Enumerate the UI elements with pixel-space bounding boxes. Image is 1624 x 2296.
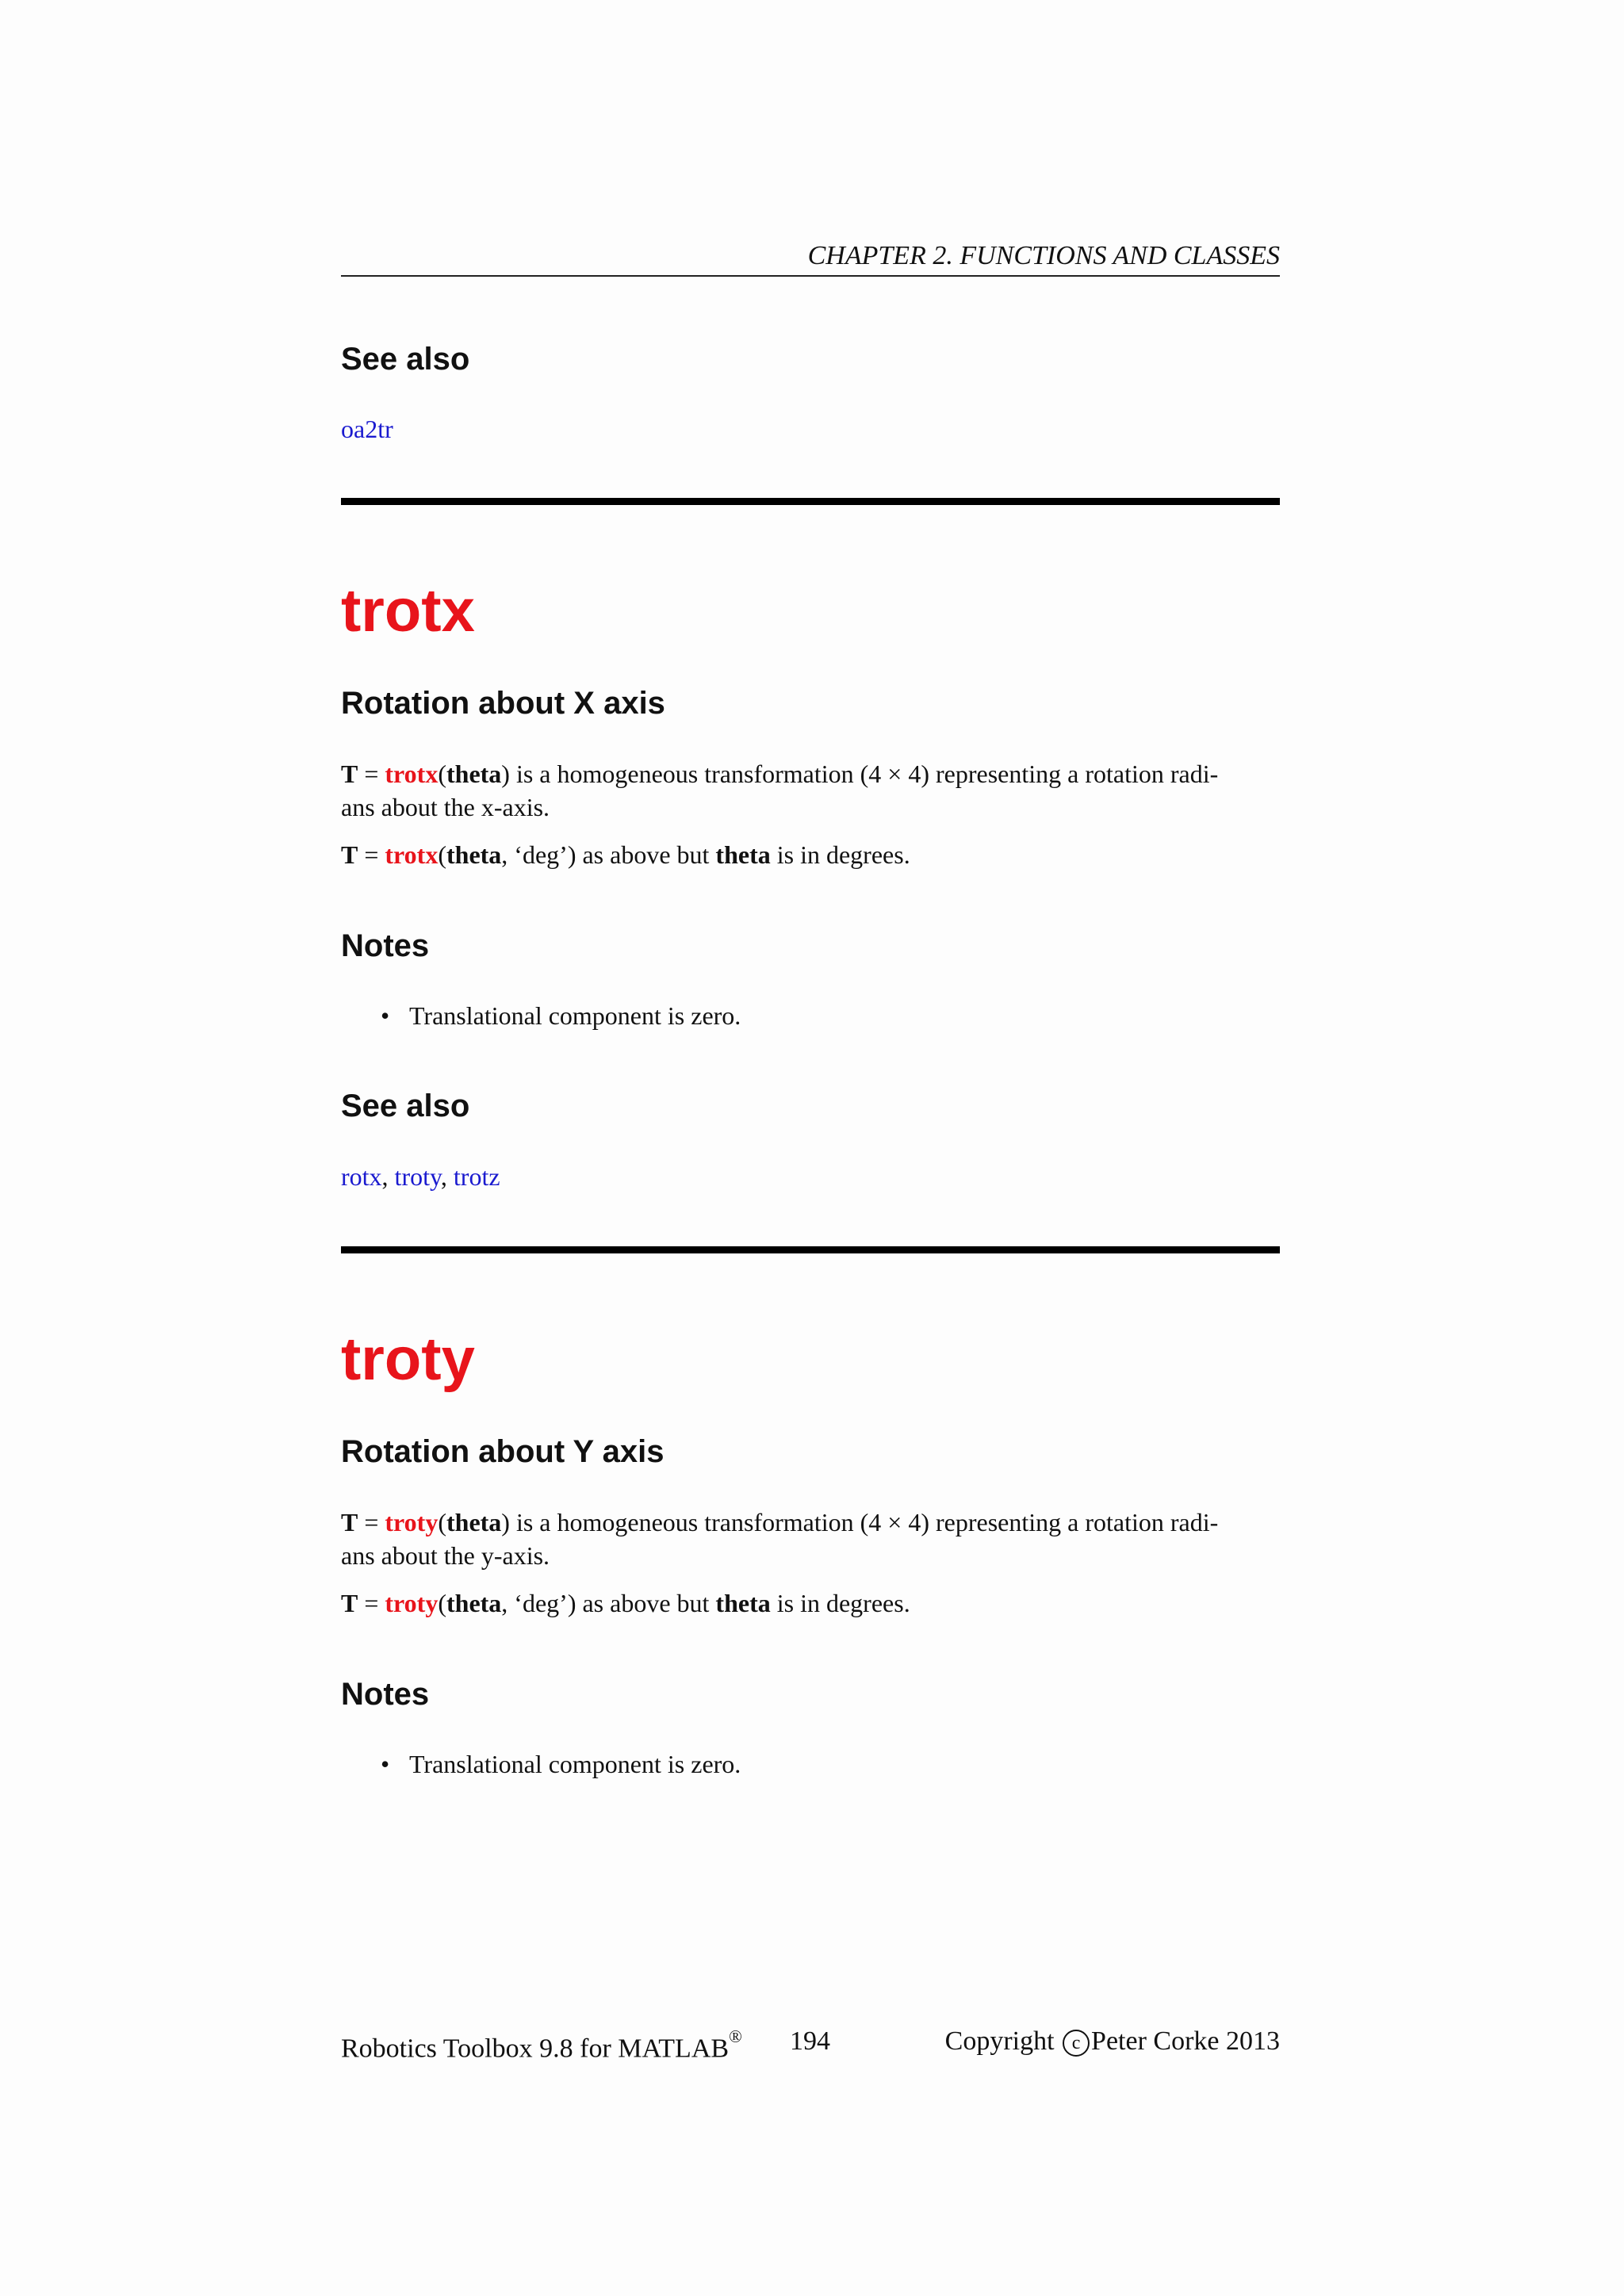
description-text: , ‘deg’) as above but	[501, 840, 716, 869]
open-paren: (	[438, 840, 446, 869]
function-subtitle: Rotation about X axis	[341, 686, 665, 721]
document-page	[341, 0, 1280, 2296]
return-var: T	[341, 760, 358, 788]
section-divider	[341, 1246, 1280, 1253]
function-name-inline: trotx	[385, 840, 439, 869]
link-troty[interactable]: troty	[394, 1162, 441, 1191]
see-also-links	[341, 412, 393, 446]
copyright-holder: Peter Corke 2013	[1091, 2026, 1280, 2056]
see-also-heading: See also	[341, 1089, 470, 1123]
link-rotx[interactable]: rotx	[341, 1162, 382, 1191]
description-paragraph	[341, 1506, 1280, 1572]
argument: theta	[715, 840, 771, 869]
description-paragraph-degrees	[341, 838, 1280, 871]
page-number: 194	[790, 2026, 830, 2056]
description-text: ) is a homogeneous transformation (4 × 4) representing a rotation radi-	[501, 1508, 1219, 1536]
function-title-troty: troty	[341, 1326, 475, 1393]
notes-heading: Notes	[341, 1677, 430, 1712]
description-paragraph	[341, 757, 1280, 824]
description-text: is in degrees.	[770, 1589, 910, 1617]
argument: theta	[446, 1508, 502, 1536]
equals-text: =	[358, 840, 385, 869]
equals-text: =	[358, 760, 385, 788]
bullet-icon: •	[381, 1001, 390, 1030]
bullet-icon: •	[381, 1750, 390, 1778]
function-name-inline: troty	[385, 1589, 439, 1617]
footer-copyright	[945, 2023, 1280, 2060]
notes-heading: Notes	[341, 928, 430, 963]
copyright-label: Copyright	[944, 2026, 1062, 2056]
note-text: Translational component is zero.	[409, 1001, 741, 1030]
footer-title	[341, 2023, 742, 2067]
footer-title-text: Robotics Toolbox 9.8 for MATLAB	[341, 2034, 730, 2064]
description-text: is in degrees.	[770, 840, 910, 869]
argument: theta	[446, 1589, 502, 1617]
equals-text: =	[358, 1508, 385, 1536]
function-subtitle: Rotation about Y axis	[341, 1434, 665, 1469]
header-rule	[341, 275, 1280, 277]
description-paragraph-degrees	[341, 1586, 1280, 1620]
running-header: CHAPTER 2. FUNCTIONS AND CLASSES	[807, 241, 1280, 270]
return-var: T	[341, 840, 358, 869]
description-text-continued: ans about the x-axis.	[341, 793, 550, 821]
equals-text: =	[358, 1589, 385, 1617]
argument: theta	[446, 760, 502, 788]
copyright-icon: c	[1063, 2030, 1090, 2057]
function-name-inline: trotx	[385, 760, 439, 788]
description-text-continued: ans about the y-axis.	[341, 1541, 550, 1570]
open-paren: (	[438, 1508, 446, 1536]
link-trotz[interactable]: trotz	[453, 1162, 500, 1191]
open-paren: (	[438, 1589, 446, 1617]
return-var: T	[341, 1508, 358, 1536]
open-paren: (	[438, 760, 446, 788]
return-var: T	[341, 1589, 358, 1617]
note-text: Translational component is zero.	[409, 1750, 741, 1778]
link-oa2tr[interactable]: oa2tr	[341, 415, 393, 443]
argument: theta	[446, 840, 502, 869]
function-name-inline: troty	[385, 1508, 439, 1536]
function-title-trotx: trotx	[341, 577, 475, 645]
page-footer	[341, 2023, 1280, 2064]
see-also-heading: See also	[341, 342, 470, 377]
description-text: ) is a homogeneous transformation (4 × 4) representing a rotation radi-	[501, 760, 1219, 788]
notes-list-item	[381, 1747, 741, 1781]
see-also-links: rotx, troty, trotz	[341, 1162, 500, 1191]
registered-mark: ®	[729, 2026, 742, 2046]
notes-list-item	[381, 999, 741, 1032]
argument: theta	[715, 1589, 771, 1617]
section-divider	[341, 498, 1280, 505]
description-text: , ‘deg’) as above but	[501, 1589, 716, 1617]
